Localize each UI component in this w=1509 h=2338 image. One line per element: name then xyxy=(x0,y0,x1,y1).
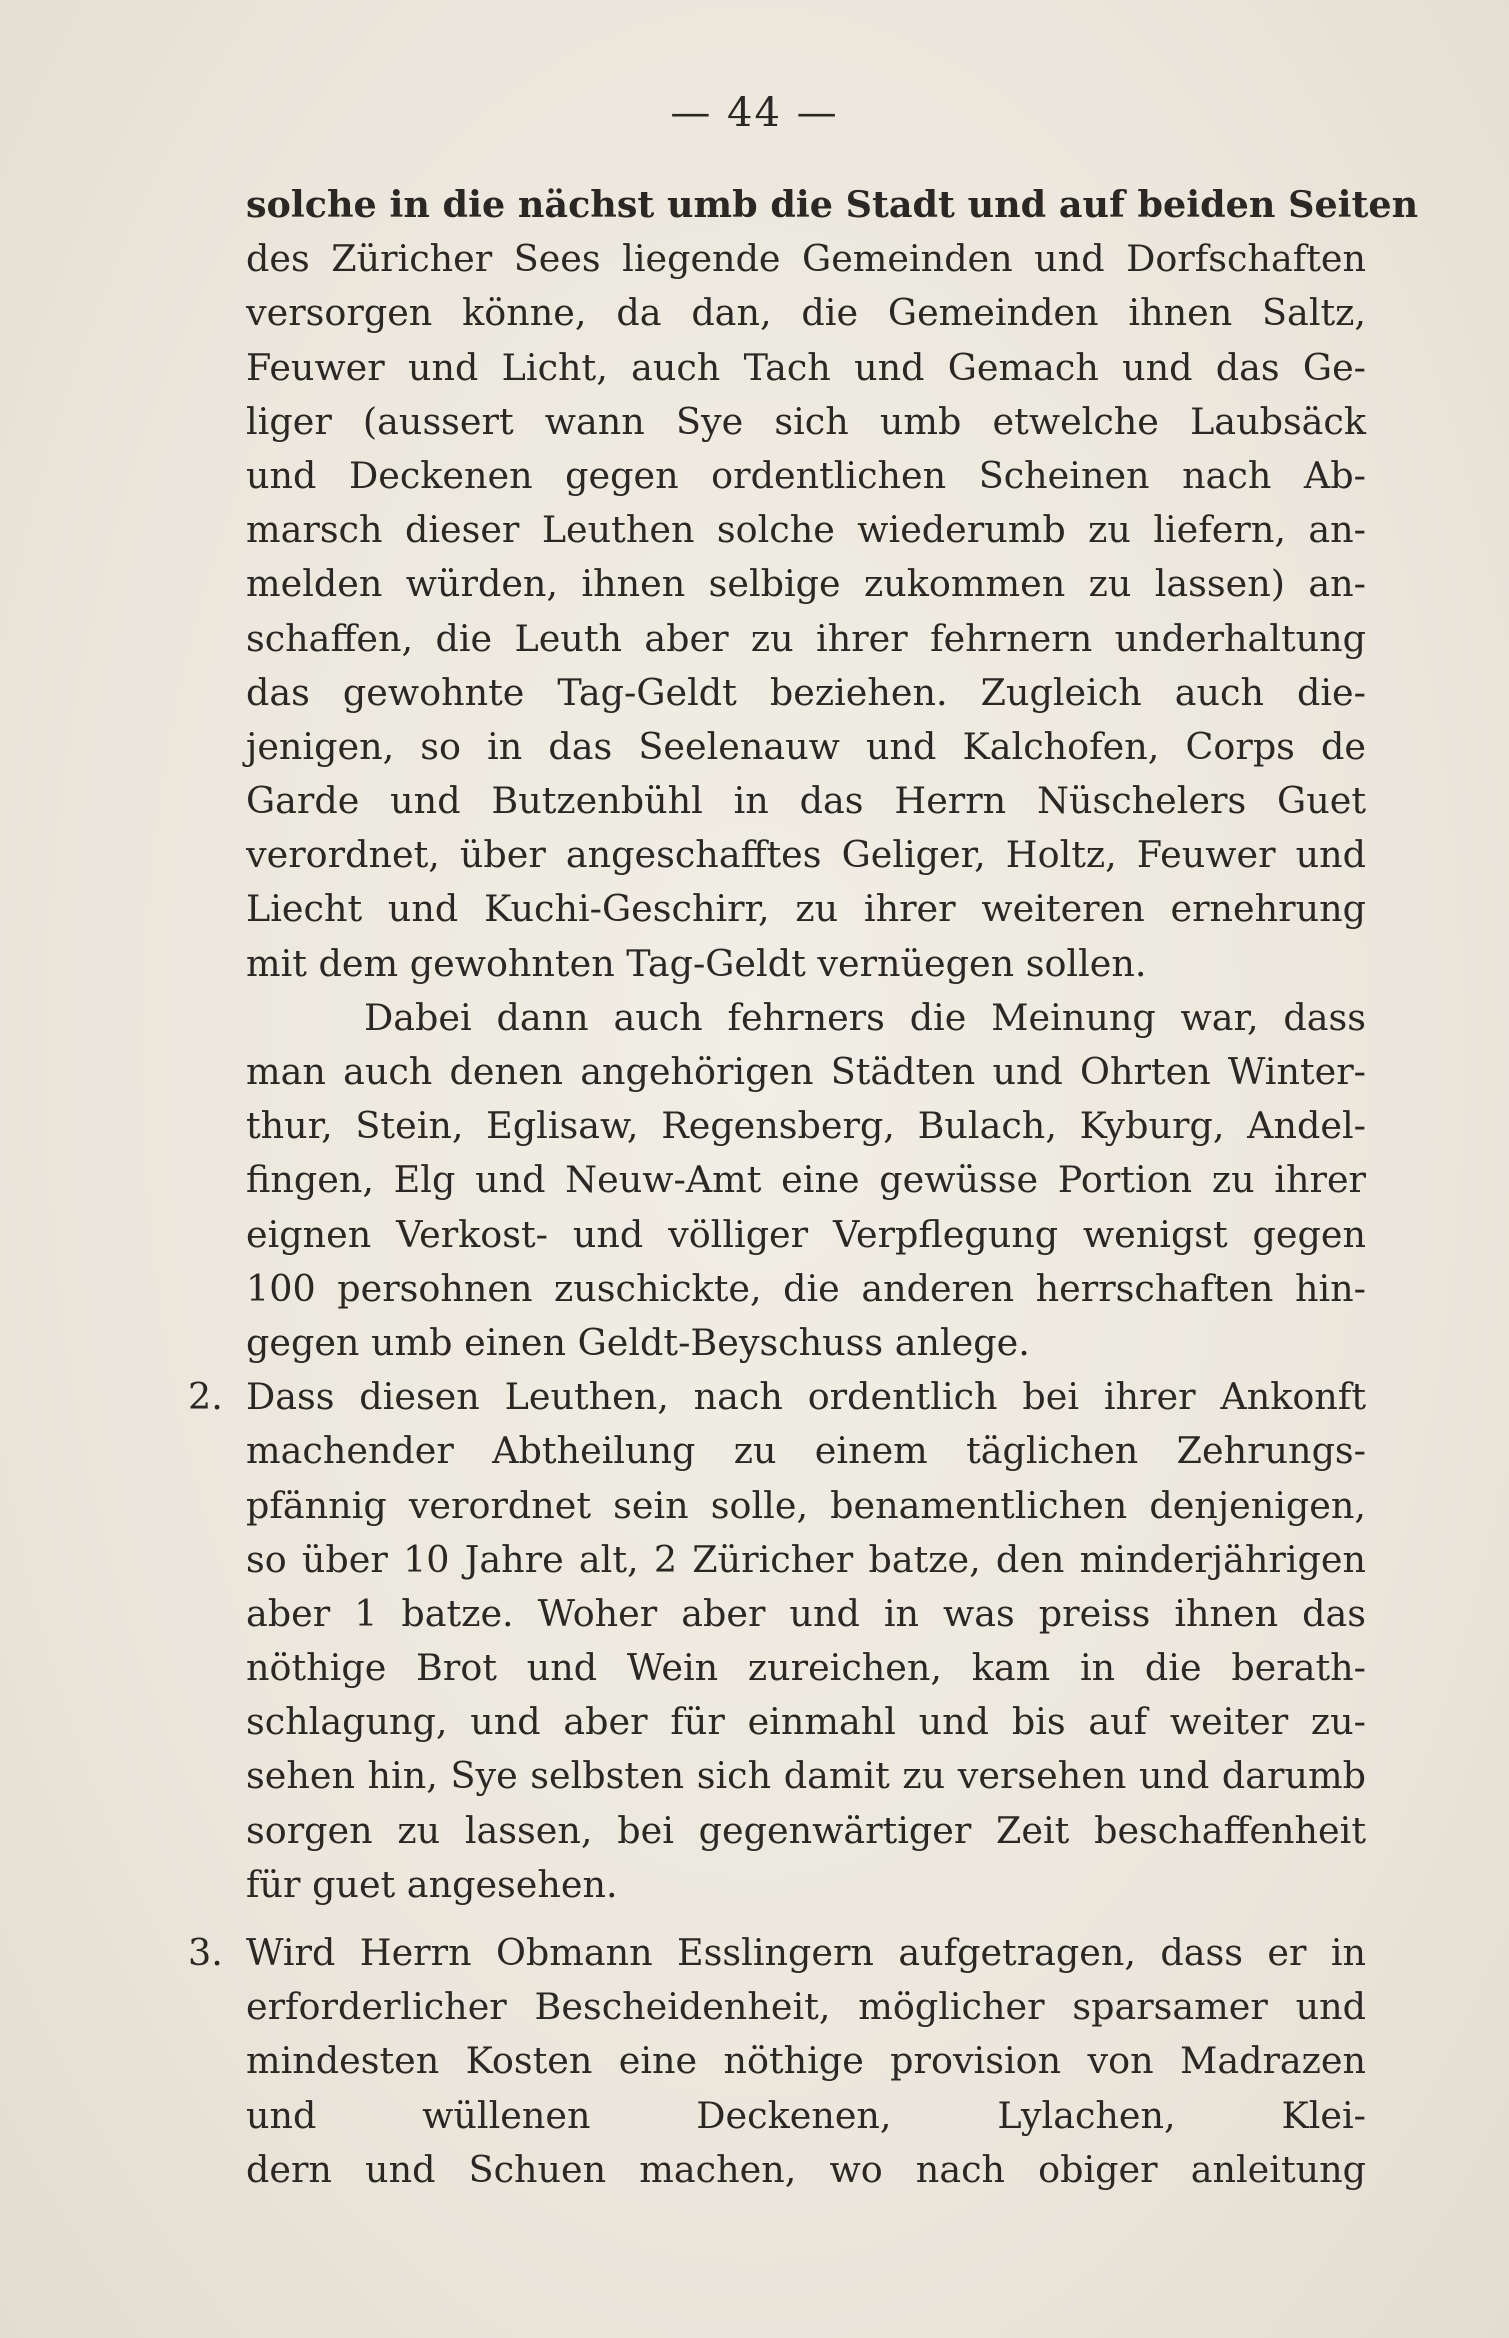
text-line: liger (aussert wann Sye sich umb etwelche Laubsäck xyxy=(246,399,1366,443)
numbered-item-3 xyxy=(188,1926,1366,2197)
text-line: schaffen, die Leuth aber zu ihrer fehrnern underhaltung xyxy=(246,616,1366,660)
text-line: Garde und Butzenbühl in das Herrn Nüschelers Guet xyxy=(246,779,1366,823)
text-line: des Züricher Sees liegende Gemeinden und Dorfschaften xyxy=(246,237,1366,281)
text-line: Dass diesen Leuthen, nach ordentlich bei ihrer Ankonft xyxy=(246,1375,1366,1419)
text-line: marsch dieser Leuthen solche wiederumb zu liefern, an- xyxy=(246,508,1366,552)
text-line: pfännig verordnet sein solle, benamentlichen denjenigen, xyxy=(246,1483,1366,1527)
text-line: Dabei dann auch fehrners die Meinung war, dass xyxy=(364,995,1366,1039)
text-line: und wüllenen Deckenen, Lylachen, Klei- xyxy=(246,2093,1366,2137)
item-number: 2. xyxy=(188,1375,223,1419)
numbered-item-2 xyxy=(188,1370,1366,1912)
text-line: fingen, Elg und Neuw-Amt eine gewüsse Portion zu ihrer xyxy=(246,1158,1366,1202)
text-line: sorgen zu lassen, bei gegenwärtiger Zeit beschaffenheit xyxy=(246,1808,1366,1852)
text-line: Wird Herrn Obmann Esslingern aufgetragen, dass er in xyxy=(246,1931,1366,1974)
text-line: machender Abtheilung zu einem täglichen Zehrungs- xyxy=(246,1429,1366,1473)
text-line: nöthige Brot und Wein zureichen, kam in die berath- xyxy=(246,1646,1366,1690)
text-line: aber 1 batze. Woher aber und in was preiss ihnen das xyxy=(246,1591,1366,1635)
body-text xyxy=(188,178,1419,2197)
text-line: mindesten Kosten eine nöthige provision von Madrazen xyxy=(246,2039,1366,2083)
item-number: 3. xyxy=(188,1931,223,1974)
text-line: Feuwer und Licht, auch Tach und Gemach und das Ge- xyxy=(246,345,1366,389)
text-line: gegen umb einen Geldt-Beyschuss anlege. xyxy=(246,1320,1030,1364)
text-line: dern und Schuen machen, wo nach obiger anleitung xyxy=(246,2147,1366,2191)
text-line: thur, Stein, Eglisaw, Regensberg, Bulach, Kyburg, Andel- xyxy=(246,1104,1366,1148)
text-line: erforderlicher Bescheidenheit, möglicher sparsamer und xyxy=(246,1985,1366,2029)
text-line: und Deckenen gegen ordentlichen Scheinen nach Ab- xyxy=(246,453,1366,497)
text-line: verordnet, über angeschafftes Geliger, Holtz, Feuwer und xyxy=(246,833,1366,877)
text-line: für guet angesehen. xyxy=(246,1862,618,1906)
text-line: 100 persohnen zuschickte, die anderen herrschaften hin- xyxy=(246,1266,1366,1310)
text-line: solche in die nächst umb die Stadt und auf beiden Seiten xyxy=(246,183,1419,226)
text-line: das gewohnte Tag-Geldt beziehen. Zugleich auch die- xyxy=(246,670,1366,714)
paragraph-2 xyxy=(246,991,1366,1370)
text-line: versorgen könne, da dan, die Gemeinden ihnen Saltz, xyxy=(246,291,1366,335)
text-line: melden würden, ihnen selbige zukommen zu lassen) an- xyxy=(246,562,1366,606)
text-line: mit dem gewohnten Tag-Geldt vernüegen sollen. xyxy=(246,941,1147,985)
text-line: jenigen, so in das Seelenauw und Kalchofen, Corps de xyxy=(246,724,1366,768)
text-line: man auch denen angehörigen Städten und Ohrten Winter- xyxy=(246,1050,1366,1093)
text-line: sehen hin, Sye selbsten sich damit zu versehen und darumb xyxy=(246,1754,1366,1798)
page-number: — 44 — xyxy=(670,90,839,136)
text-line: schlagung, und aber für einmahl und bis auf weiter zu- xyxy=(246,1700,1366,1744)
paragraph-1 xyxy=(246,178,1419,991)
text-line: so über 10 Jahre alt, 2 Züricher batze, den minderjährigen xyxy=(246,1537,1366,1581)
text-line: eignen Verkost- und völliger Verpflegung wenigst gegen xyxy=(246,1212,1366,1256)
text-line: Liecht und Kuchi-Geschirr, zu ihrer weiteren ernehrung xyxy=(246,887,1366,931)
